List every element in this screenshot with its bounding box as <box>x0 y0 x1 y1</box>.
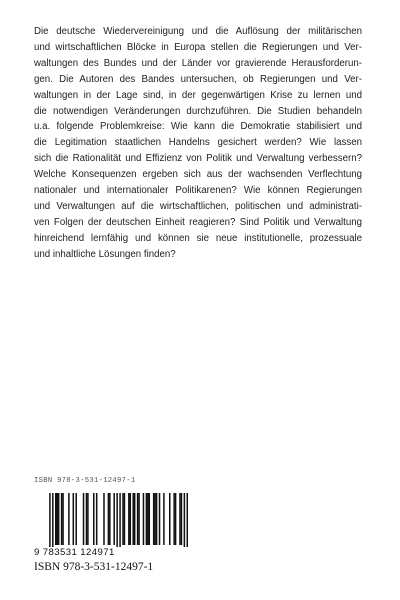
blurb-line: nationaler und internationaler Politikarenen? Wie können Regierungen <box>34 185 362 197</box>
barcode-bar <box>56 493 58 545</box>
barcode-bar <box>116 493 118 550</box>
barcode-bar <box>138 493 140 545</box>
barcode-bar <box>55 493 57 545</box>
barcode-bar <box>62 493 64 545</box>
barcode-bar <box>83 493 85 545</box>
barcode-bar <box>184 493 186 550</box>
barcode-bar <box>130 493 132 545</box>
barcode-bar <box>163 493 165 545</box>
barcode-bar <box>181 493 183 545</box>
barcode-bar <box>146 493 148 545</box>
barcode-bar <box>96 493 98 545</box>
blurb-line: sich die Rationalität und Effizienz von Politik und Verwaltung verbessern? <box>34 153 362 165</box>
barcode-bar <box>187 493 188 550</box>
barcode-bar <box>153 493 155 545</box>
barcode-bar <box>134 493 136 545</box>
barcode-bar <box>52 493 54 550</box>
barcode-number: 9 783531 124971 <box>34 547 192 558</box>
blurb-line: waltungen in der Lage sind, in der gegenwärtigen Krise zu lernen und <box>34 89 362 101</box>
barcode-bar <box>179 493 181 545</box>
barcode-bar <box>137 493 139 545</box>
blurb-line: die Legitimation staatlichen Handelns gesichert werden? Wie lassen <box>34 137 362 149</box>
barcode-bar <box>132 493 134 545</box>
barcode-bar <box>173 493 175 545</box>
blurb-line: waltungen des Bundes und der Länder vor gravierende Herausforderun- <box>34 57 362 69</box>
blurb-line: gen. Die Autoren des Bandes untersuchen, ob Regierungen und Ver- <box>34 73 362 85</box>
blurb-line: hinreichend lernfähig und können sie neue institutionelle, prozessuale <box>34 232 362 244</box>
isbn-small-label: ISBN 978-3-531-12497-1 <box>34 477 136 485</box>
barcode-bar <box>49 493 51 550</box>
barcode-bar <box>124 493 126 545</box>
barcode-bar <box>108 493 110 545</box>
barcode-bar <box>156 493 158 545</box>
blurb-line: die notwendigen Veränderungen durchzuführen. Die Studien behandeln <box>34 105 362 117</box>
barcode-bar <box>103 493 105 545</box>
barcode-bar <box>147 493 149 545</box>
barcode-bar <box>122 493 124 545</box>
barcode-bar <box>159 493 161 545</box>
barcode-bar <box>149 493 151 545</box>
barcode <box>36 493 188 550</box>
isbn-large-label: ISBN 978-3-531-12497-1 <box>34 561 154 573</box>
blurb-line: u.a. folgende Problemkreise: Wie kann die Demokratie stabilisiert und <box>34 121 362 133</box>
barcode-bar <box>175 493 177 545</box>
barcode-bar <box>61 493 63 545</box>
barcode-bar <box>154 493 156 545</box>
blurb-line: Welche Konsequenzen ergeben sich aus der wachsenden Verflechtung <box>34 169 362 181</box>
blurb-line: ven Folgen der deutschen Einheit reagieren? Sind Politik und Verwaltung <box>34 216 362 228</box>
barcode-bar <box>93 493 95 545</box>
barcode-bar <box>119 493 121 550</box>
isbn-barcode-block <box>34 477 192 573</box>
barcode-bar <box>68 493 70 545</box>
blurb-line: und inhaltliche Lösungen finden? <box>34 248 176 260</box>
barcode-bar <box>109 493 111 545</box>
barcode-bar <box>86 493 88 545</box>
back-cover-blurb <box>34 24 362 263</box>
barcode-bar <box>128 493 130 545</box>
barcode-bar <box>113 493 115 545</box>
barcode-bar <box>169 493 171 545</box>
blurb-line: Die deutsche Wiedervereinigung und die Auflösung der militärischen <box>34 26 362 37</box>
barcode-bar <box>73 493 75 545</box>
barcode-bar <box>87 493 89 545</box>
barcode-bar <box>143 493 145 545</box>
barcode-bar <box>58 493 60 545</box>
blurb-line: und Verwaltungen auf die wirtschaftlichen, politischen und administrati- <box>34 200 362 212</box>
blurb-line: und wirtschaftlichen Blöcke in Europa stellen die Regierungen und Ver- <box>34 41 362 53</box>
barcode-bar <box>75 493 77 545</box>
